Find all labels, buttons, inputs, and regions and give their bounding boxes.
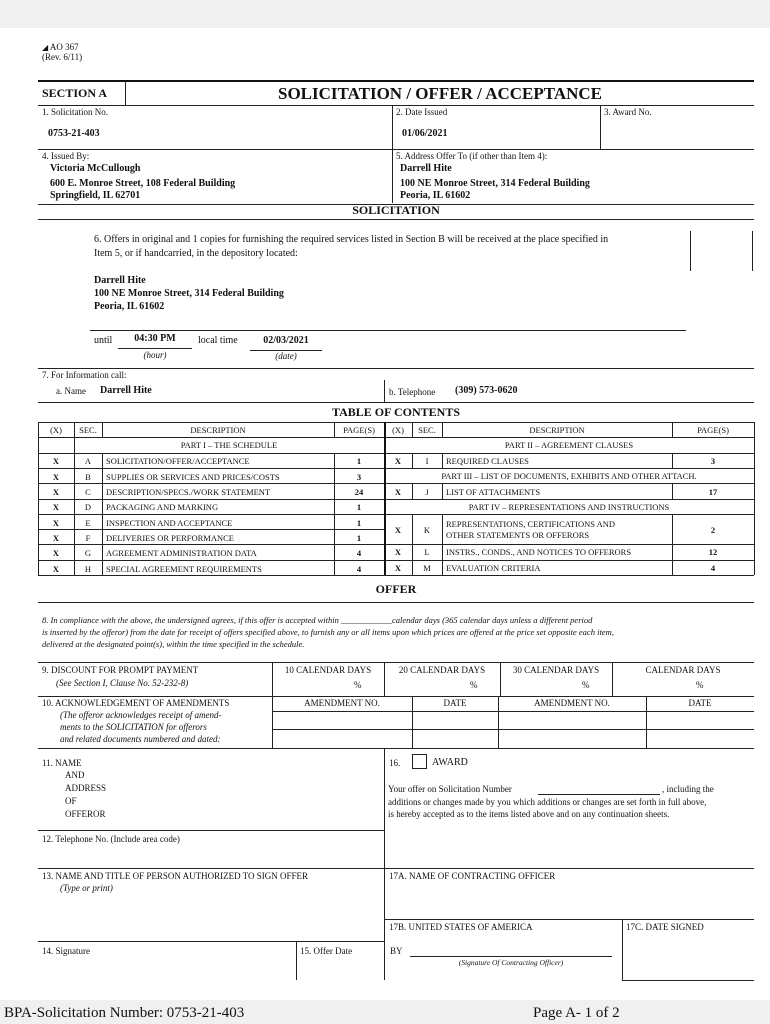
toc-row-h-pages: 4	[356, 564, 362, 574]
award-text-1a: Your offer on Solicitation Number	[388, 784, 512, 794]
discount-col-other: CALENDAR DAYS	[645, 665, 721, 675]
date-issued-value: 01/06/2021	[402, 128, 448, 139]
offeror-of-label: OF	[65, 796, 77, 806]
toc-i-x: X	[394, 456, 402, 466]
toc-k-desc1: REPRESENTATIONS, CERTIFICATIONS AND	[446, 519, 616, 529]
toc-row-a-pages: 1	[356, 456, 362, 466]
footer-page-number: Page A- 1 of 2	[533, 1005, 620, 1021]
toc-k-desc2: OTHER STATEMENTS OR OFFERORS	[446, 530, 590, 540]
info-name-label: a. Name	[56, 386, 86, 396]
toc-row-d-x: X	[52, 502, 60, 512]
toc-part1: PART I – THE SCHEDULE	[180, 440, 278, 450]
toc-row-g-sec: G	[84, 548, 92, 558]
toc-k-x: X	[394, 525, 402, 535]
toc-k-sec: K	[423, 525, 431, 535]
usa-label: 17B. UNITED STATES OF AMERICA	[389, 922, 533, 932]
issued-by-name: Victoria McCullough	[50, 163, 141, 174]
toc-row-c-sec: C	[85, 487, 91, 497]
local-time-label: local time	[198, 335, 238, 346]
item8-line1: 8. In compliance with the above, the undersigned agrees, if this offer is accepted within ____________calendar days (365 calendar days unless a different period	[42, 615, 593, 625]
toc-row-c-pages: 24	[354, 487, 364, 497]
award-no-label: 3. Award No.	[604, 107, 652, 117]
discount-label: 9. DISCOUNT FOR PROMPT PAYMENT	[42, 665, 199, 675]
toc-row-c-desc: DESCRIPTION/SPECS./WORK STATEMENT	[106, 487, 271, 497]
amendments-sub2: ments to the SOLICITATION for offerors	[60, 722, 207, 732]
toc-row-h-desc: SPECIAL AGREEMENT REQUIREMENTS	[106, 564, 262, 574]
date-issued-label: 2. Date Issued	[396, 107, 448, 117]
toc-col-pages: PAGE(S)	[343, 425, 375, 435]
toc-row-b-desc: SUPPLIES OR SERVICES AND PRICES/COSTS	[106, 472, 280, 482]
award-item-number: 16.	[389, 758, 401, 768]
signature-label: 14. Signature	[42, 946, 90, 956]
address-offer-address1: 100 NE Monroe Street, 314 Federal Building	[400, 178, 590, 189]
info-tel-value: (309) 573-0620	[455, 385, 518, 396]
form-revision: (Rev. 6/11)	[42, 52, 83, 62]
solicitation-no-label: 1. Solicitation No.	[42, 107, 108, 117]
info-tel-label: b. Telephone	[389, 387, 436, 397]
depository-address1: 100 NE Monroe Street, 314 Federal Building	[94, 288, 284, 299]
toc-row-h-sec: H	[84, 564, 92, 574]
award-label: AWARD	[432, 757, 468, 768]
discount-col-10: 10 CALENDAR DAYS	[284, 665, 372, 675]
address-offer-name: Darrell Hite	[400, 163, 452, 174]
toc-row-f-pages: 1	[356, 533, 362, 543]
award-text-3: is hereby accepted as to the items listed above and on any continuation sheets.	[388, 809, 670, 819]
amend-no-col2: AMENDMENT NO.	[534, 698, 610, 708]
item6-text-line2: Item 5, or if handcarried, in the depository located:	[94, 248, 298, 259]
offeror-and-label: AND	[65, 770, 85, 780]
toc-i-pages: 3	[710, 456, 716, 466]
time-caption: (hour)	[143, 350, 167, 360]
toc-j-desc: LIST OF ATTACHMENTS	[446, 487, 541, 497]
by-label: BY	[390, 946, 403, 956]
toc-col-desc: DESCRIPTION	[190, 425, 246, 435]
issued-by-address2: Springfield, IL 62701	[50, 190, 141, 201]
award-text-1b: , including the	[662, 784, 714, 794]
offeror-name-label: 11. NAME	[42, 758, 82, 768]
issued-by-address1: 600 E. Monroe Street, 108 Federal Building	[50, 178, 236, 189]
offeror-label: OFFEROR	[65, 809, 106, 819]
until-label: until	[94, 335, 113, 346]
toc-part2: PART II – AGREEMENT CLAUSES	[504, 440, 634, 450]
offeror-address-label: ADDRESS	[65, 783, 107, 793]
toc-row-d-sec: D	[84, 502, 92, 512]
toc-row-a-x: X	[52, 456, 60, 466]
toc-part4: PART IV – REPRESENTATIONS AND INSTRUCTIONS	[468, 502, 670, 512]
depository-name: Darrell Hite	[94, 275, 146, 286]
toc-i-sec: I	[425, 456, 429, 466]
toc-k-pages: 2	[710, 525, 716, 535]
toc-col-x-right: (X)	[392, 425, 404, 435]
toc-j-pages: 17	[708, 487, 718, 497]
date-value: 02/03/2021	[263, 335, 309, 346]
award-text-2: additions or changes made by you which additions or changes are set forth in full above,	[388, 797, 707, 807]
toc-row-a-sec: A	[84, 456, 92, 466]
toc-j-sec: J	[425, 487, 429, 497]
toc-row-h-x: X	[52, 564, 60, 574]
toc-row-e-pages: 1	[356, 518, 362, 528]
pencil-icon: ◢	[42, 43, 49, 52]
signature-caption: (Signature Of Contracting Officer)	[458, 958, 564, 967]
page-footer	[0, 1000, 770, 1024]
telephone-label: 12. Telephone No. (Include area code)	[42, 834, 180, 844]
toc-l-desc: INSTRS., CONDS., AND NOTICES TO OFFERORS	[446, 547, 632, 557]
authorized-name-label: 13. NAME AND TITLE OF PERSON AUTHORIZED TO SIGN OFFER	[42, 871, 309, 881]
form-title: SOLICITATION / OFFER / ACCEPTANCE	[278, 84, 602, 103]
solicitation-heading: SOLICITATION	[352, 203, 440, 217]
toc-row-d-pages: 1	[356, 502, 362, 512]
discount-pct-20: %	[470, 680, 478, 690]
toc-row-g-desc: AGREEMENT ADMINISTRATION DATA	[106, 548, 257, 558]
toc-row-a-desc: SOLICITATION/OFFER/ACCEPTANCE	[106, 456, 250, 466]
time-value: 04:30 PM	[134, 333, 176, 344]
item8-line2: is inserted by the offeror) from the date for receipt of offers specified above, to furnish any or all items upon which prices are offered at the price set opposite each item,	[42, 627, 614, 637]
toc-row-d-desc: PACKAGING AND MARKING	[106, 502, 219, 512]
contracting-officer-label: 17A. NAME OF CONTRACTING OFFICER	[389, 871, 556, 881]
toc-m-sec: M	[423, 563, 431, 573]
toc-row-e-desc: INSPECTION AND ACCEPTANCE	[106, 518, 233, 528]
toc-m-pages: 4	[710, 563, 716, 573]
offer-date-label: 15. Offer Date	[300, 946, 353, 956]
amendments-sub3: and related documents numbered and dated:	[60, 734, 221, 744]
toc-row-e-sec: E	[85, 518, 91, 528]
document-page	[0, 28, 770, 1000]
footer-solicitation-number: BPA-Solicitation Number: 0753-21-403	[4, 1005, 245, 1021]
toc-m-desc: EVALUATION CRITERIA	[446, 563, 541, 573]
toc-j-x: X	[394, 487, 402, 497]
toc-heading: TABLE OF CONTENTS	[331, 405, 461, 419]
date-caption: (date)	[275, 351, 297, 361]
discount-sub: (See Section I, Clause No. 52-232-8)	[56, 678, 189, 688]
amend-date-col2: DATE	[688, 698, 712, 708]
toc-row-b-x: X	[52, 472, 60, 482]
info-name-value: Darrell Hite	[100, 385, 152, 396]
toc-l-x: X	[394, 547, 402, 557]
discount-pct-30: %	[582, 680, 590, 690]
address-offer-address2: Peoria, IL 61602	[400, 190, 471, 201]
toc-row-e-x: X	[52, 518, 60, 528]
toc-m-x: X	[394, 563, 402, 573]
issued-by-label: 4. Issued By:	[42, 151, 90, 161]
toc-row-c-x: X	[52, 487, 60, 497]
item6-text-line1: 6. Offers in original and 1 copies for furnishing the required services listed in Section B will be received at the place specified in	[94, 234, 609, 245]
amendments-sub1: (The offeror acknowledges receipt of amend-	[60, 710, 222, 720]
toc-col-sec-right: SEC.	[418, 425, 436, 435]
toc-i-desc: REQUIRED CLAUSES	[446, 456, 529, 466]
toc-row-g-pages: 4	[356, 548, 362, 558]
info-call-label: 7. For Information call:	[42, 370, 127, 380]
toc-l-sec: L	[424, 547, 430, 557]
discount-col-30: 30 CALENDAR DAYS	[512, 665, 600, 675]
discount-pct-other: %	[696, 680, 704, 690]
solicitation-no-value: 0753-21-403	[48, 128, 100, 139]
form-id: ◢ AO 367	[42, 42, 79, 52]
amend-date-col1: DATE	[443, 698, 467, 708]
toc-row-f-desc: DELIVERIES OR PERFORMANCE	[106, 533, 234, 543]
authorized-name-sub: (Type or print)	[60, 883, 113, 893]
toc-row-f-x: X	[52, 533, 60, 543]
discount-pct-10: %	[354, 680, 362, 690]
toc-row-f-sec: F	[85, 533, 91, 543]
date-signed-label: 17C. DATE SIGNED	[626, 922, 704, 932]
address-offer-label: 5. Address Offer To (if other than Item 4):	[396, 151, 548, 161]
discount-col-20: 20 CALENDAR DAYS	[398, 665, 486, 675]
toc-col-sec: SEC.	[79, 425, 97, 435]
toc-col-desc-right: DESCRIPTION	[529, 425, 585, 435]
toc-part3: PART III – LIST OF DOCUMENTS, EXHIBITS AND OTHER ATTACH.	[441, 471, 697, 481]
toc-l-pages: 12	[708, 547, 718, 557]
item8-line3: delivered at the designated point(s), within the time specified in the schedule.	[42, 639, 305, 649]
toc-row-b-pages: 3	[356, 472, 362, 482]
amend-no-col1: AMENDMENT NO.	[304, 698, 380, 708]
award-checkbox[interactable]	[412, 754, 427, 769]
toc-col-pages-right: PAGE(S)	[697, 425, 729, 435]
toc-row-b-sec: B	[85, 472, 91, 482]
toc-row-g-x: X	[52, 548, 60, 558]
offer-heading: OFFER	[375, 582, 417, 596]
depository-address2: Peoria, IL 61602	[94, 301, 165, 312]
section-label: SECTION A	[42, 86, 108, 100]
toc-col-x: (X)	[50, 425, 62, 435]
amendments-label: 10. ACKNOWLEDGEMENT OF AMENDMENTS	[42, 698, 230, 708]
